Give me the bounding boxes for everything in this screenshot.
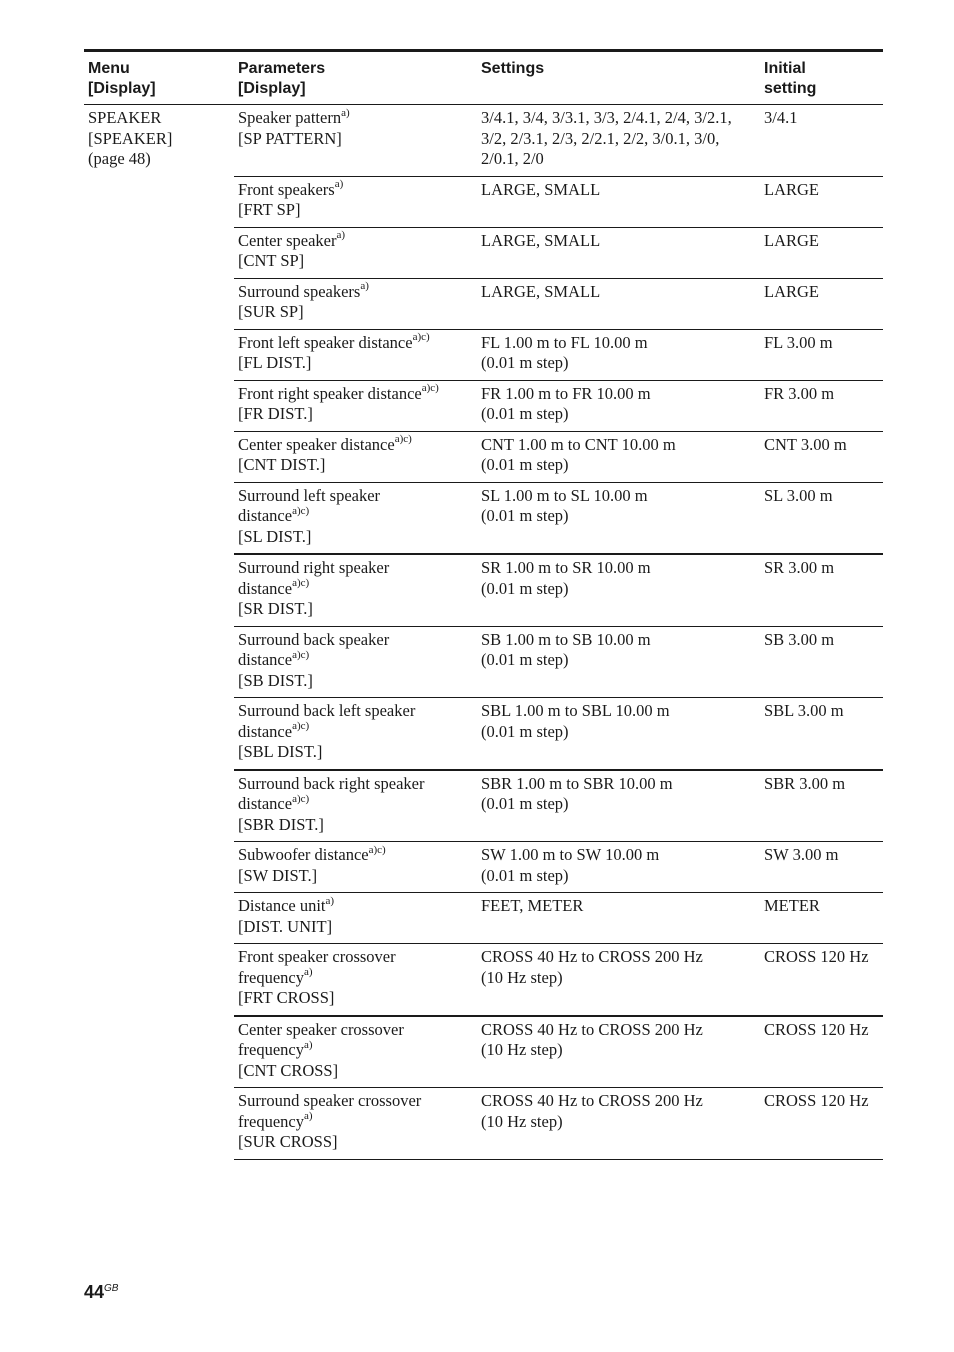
text-line: (0.01 m step) <box>481 794 569 813</box>
parameter-name-text: Front speaker crossover <box>238 947 396 966</box>
parameter-name <box>238 722 473 743</box>
parameter-cell <box>234 482 477 554</box>
text-line: (page 48) <box>88 149 151 168</box>
parameter-name-text: Distance unit <box>238 896 326 915</box>
settings-cell <box>477 431 760 482</box>
initial-setting-cell: METER <box>760 893 883 944</box>
parameter-name <box>238 774 473 795</box>
parameter-display: [FR DIST.] <box>238 404 313 423</box>
parameter-name <box>238 794 473 815</box>
text-line: [Display] <box>88 80 156 97</box>
parameter-cell <box>234 770 477 842</box>
parameter-name-text: Subwoofer distance <box>238 845 369 864</box>
footnote-marker: a) <box>325 894 335 907</box>
table-row <box>84 105 883 177</box>
settings-cell <box>477 944 760 1016</box>
parameter-name <box>238 333 473 354</box>
parameter-cell <box>234 626 477 698</box>
parameter-cell <box>234 1016 477 1088</box>
page-number-value: 44 <box>84 1282 105 1302</box>
parameter-display: [SL DIST.] <box>238 526 312 546</box>
text-line: (0.01 m step) <box>481 506 569 525</box>
settings-cell <box>477 176 760 227</box>
header-menu <box>84 51 234 105</box>
initial-setting-cell: SW 3.00 m <box>760 842 883 893</box>
footnote-marker: a) <box>334 178 344 190</box>
parameter-display: [SR DIST.] <box>238 599 313 618</box>
parameter-display: [SUR CROSS] <box>238 1132 338 1151</box>
initial-setting-cell: SL 3.00 m <box>760 482 883 554</box>
text-line: FEET, METER <box>481 896 584 915</box>
page-number-suffix: GB <box>104 1283 119 1294</box>
footnote-marker: a)c) <box>412 331 430 343</box>
parameter-name <box>238 845 473 866</box>
parameter-name-text: distance <box>238 650 293 669</box>
footnote-marker: a)c) <box>394 433 412 445</box>
parameter-display: [SB DIST.] <box>238 670 313 690</box>
parameter-name <box>238 1020 473 1041</box>
parameter-name <box>238 384 473 405</box>
parameter-cell <box>234 380 477 431</box>
parameter-cell <box>234 554 477 626</box>
footnote-marker: a) <box>336 229 346 241</box>
text-line: 2/0.1, 2/0 <box>481 149 544 168</box>
parameter-display: [SBL DIST.] <box>238 742 323 761</box>
parameter-name-text: Center speaker distance <box>238 434 395 454</box>
text-line: CROSS 40 Hz to CROSS 200 Hz <box>481 1091 703 1110</box>
text-line: (10 Hz step) <box>481 1040 563 1059</box>
footnote-marker: a) <box>360 280 369 292</box>
parameter-name <box>238 558 473 579</box>
initial-setting-cell: SB 3.00 m <box>760 626 883 698</box>
page-number <box>84 1282 118 1303</box>
text-line: CROSS 40 Hz to CROSS 200 Hz <box>481 947 703 966</box>
parameter-cell <box>234 176 477 227</box>
parameter-name-text: Surround speaker crossover <box>238 1091 422 1110</box>
initial-setting-cell: CROSS 120 Hz <box>760 944 883 1016</box>
initial-setting-cell: SBR 3.00 m <box>760 770 883 842</box>
settings-cell <box>477 482 760 554</box>
text-line: Menu <box>88 60 130 77</box>
text-line: FL 1.00 m to FL 10.00 m <box>481 332 648 352</box>
parameter-display: [CNT DIST.] <box>238 455 326 474</box>
parameter-name <box>238 108 473 129</box>
settings-cell <box>477 329 760 380</box>
parameter-name-text: distance <box>238 794 293 813</box>
parameter-cell <box>234 431 477 482</box>
initial-setting-cell: 3/4.1 <box>760 105 883 177</box>
parameter-display: [SBR DIST.] <box>238 814 324 834</box>
settings-cell <box>477 554 760 626</box>
header-initial-setting <box>760 51 883 105</box>
initial-setting-cell: SBL 3.00 m <box>760 698 883 770</box>
parameter-name-text: Surround speakers <box>238 281 361 301</box>
header-settings <box>477 51 760 105</box>
parameter-cell <box>234 893 477 944</box>
settings-cell <box>477 1016 760 1088</box>
text-line: (0.01 m step) <box>481 865 569 885</box>
parameter-name <box>238 1040 473 1061</box>
parameter-name-text: distance <box>238 506 293 525</box>
parameter-cell <box>234 944 477 1016</box>
initial-setting-cell: LARGE <box>760 176 883 227</box>
footnote-marker: a)c) <box>368 843 386 856</box>
parameter-name-text: Front right speaker distance <box>238 383 422 403</box>
parameter-display: [DIST. UNIT] <box>238 916 333 936</box>
initial-setting-cell: CROSS 120 Hz <box>760 1016 883 1088</box>
parameter-display: [CNT SP] <box>238 251 305 270</box>
initial-setting-cell: FL 3.00 m <box>760 329 883 380</box>
footnote-marker: a)c) <box>292 720 310 732</box>
footnote-marker: a)c) <box>292 792 310 805</box>
settings-cell <box>477 105 760 177</box>
text-line: (0.01 m step) <box>481 578 569 598</box>
parameter-name <box>238 896 473 917</box>
text-line: (10 Hz step) <box>481 1111 563 1131</box>
parameter-name <box>238 1112 473 1133</box>
menu-cell <box>84 105 234 1160</box>
parameter-name <box>238 947 473 968</box>
parameter-name-text: distance <box>238 578 293 598</box>
text-line: LARGE, SMALL <box>481 230 601 250</box>
parameter-name <box>238 435 473 456</box>
parameter-name <box>238 701 473 722</box>
settings-cell <box>477 278 760 329</box>
initial-setting-cell: FR 3.00 m <box>760 380 883 431</box>
parameter-name-text: Surround back speaker <box>238 629 390 649</box>
parameter-name-text: Surround back left speaker <box>238 701 416 720</box>
parameter-name <box>238 579 473 600</box>
parameter-display: [CNT CROSS] <box>238 1060 339 1080</box>
text-line: (0.01 m step) <box>481 721 569 741</box>
text-line: (10 Hz step) <box>481 967 563 987</box>
parameter-name <box>238 180 473 201</box>
text-line: LARGE, SMALL <box>481 281 601 301</box>
parameter-name <box>238 486 473 507</box>
text-line: (0.01 m step) <box>481 353 569 372</box>
parameter-display: [SW DIST.] <box>238 865 318 885</box>
text-line: SBL 1.00 m to SBL 10.00 m <box>481 701 670 720</box>
parameter-name-text: distance <box>238 721 293 741</box>
text-line: Settings <box>481 60 545 77</box>
text-line: SW 1.00 m to SW 10.00 m <box>481 845 660 864</box>
parameter-name-text: Center speaker crossover <box>238 1019 404 1039</box>
parameter-display: [FRT SP] <box>238 200 301 219</box>
parameter-display: [FRT CROSS] <box>238 988 335 1007</box>
settings-cell <box>477 698 760 770</box>
parameter-name-text: frequency <box>238 967 304 987</box>
text-line: SBR 1.00 m to SBR 10.00 m <box>481 773 673 793</box>
footnote-marker: a)c) <box>292 577 310 589</box>
initial-setting-cell: LARGE <box>760 278 883 329</box>
table-header-row <box>84 51 883 105</box>
text-line: (0.01 m step) <box>481 404 569 423</box>
parameter-name-text: Front left speaker distance <box>238 332 413 352</box>
text-line: 3/2, 2/3.1, 2/3, 2/2.1, 2/2, 3/0.1, 3/0, <box>481 128 720 148</box>
settings-cell <box>477 380 760 431</box>
parameter-name <box>238 1091 473 1112</box>
parameter-cell <box>234 227 477 278</box>
initial-setting-cell: CNT 3.00 m <box>760 431 883 482</box>
parameter-name-text: frequency <box>238 1111 304 1131</box>
parameter-display: [SP PATTERN] <box>238 128 342 148</box>
parameter-name-text: Surround right speaker <box>238 558 390 577</box>
parameter-name <box>238 650 473 671</box>
text-line: (0.01 m step) <box>481 650 569 669</box>
parameter-name <box>238 506 473 527</box>
text-line: (0.01 m step) <box>481 455 569 474</box>
parameter-display: [FL DIST.] <box>238 353 312 372</box>
settings-cell <box>477 770 760 842</box>
settings-cell <box>477 893 760 944</box>
settings-cell <box>477 227 760 278</box>
parameter-name <box>238 630 473 651</box>
parameter-name-text: Center speaker <box>238 230 337 250</box>
parameter-display: [SUR SP] <box>238 302 304 321</box>
parameter-cell <box>234 105 477 177</box>
footnote-marker: a)c) <box>421 382 439 394</box>
footnote-marker: a)c) <box>292 648 310 661</box>
parameter-name <box>238 282 473 303</box>
settings-cell <box>477 626 760 698</box>
text-line: CNT 1.00 m to CNT 10.00 m <box>481 434 676 454</box>
footnote-marker: a) <box>303 1110 313 1122</box>
parameter-name-text: Front speakers <box>238 179 335 199</box>
initial-setting-cell: SR 3.00 m <box>760 554 883 626</box>
text-line: setting <box>764 80 817 97</box>
text-line: Parameters <box>238 60 326 77</box>
initial-setting-cell: LARGE <box>760 227 883 278</box>
parameter-name-text: frequency <box>238 1040 304 1059</box>
footnote-marker: a) <box>303 966 313 978</box>
text-line: 3/4.1, 3/4, 3/3.1, 3/3, 2/4.1, 2/4, 3/2.1, <box>481 108 732 127</box>
text-line: Initial <box>764 60 806 77</box>
settings-cell <box>477 842 760 893</box>
header-parameters <box>234 51 477 105</box>
parameter-cell <box>234 329 477 380</box>
text-line: SL 1.00 m to SL 10.00 m <box>481 485 648 505</box>
parameter-cell <box>234 1088 477 1160</box>
footnote-marker: a) <box>303 1038 313 1051</box>
text-line: SB 1.00 m to SB 10.00 m <box>481 629 651 649</box>
parameter-cell <box>234 842 477 893</box>
parameter-name-text: Surround left speaker <box>238 485 381 505</box>
parameter-name-text: Surround back right speaker <box>238 773 425 793</box>
parameter-name-text: Speaker pattern <box>238 108 342 127</box>
parameter-cell <box>234 278 477 329</box>
text-line: [Display] <box>238 80 306 97</box>
initial-setting-cell: CROSS 120 Hz <box>760 1088 883 1160</box>
footnote-marker: a)c) <box>292 504 310 517</box>
footnote-marker: a) <box>341 106 350 119</box>
settings-table <box>84 49 883 1160</box>
text-line: FR 1.00 m to FR 10.00 m <box>481 383 651 403</box>
text-line: [SPEAKER] <box>88 128 173 148</box>
parameter-name <box>238 231 473 252</box>
text-line: LARGE, SMALL <box>481 179 601 199</box>
settings-cell <box>477 1088 760 1160</box>
text-line: CROSS 40 Hz to CROSS 200 Hz <box>481 1019 703 1039</box>
text-line: SPEAKER <box>88 108 162 127</box>
parameter-name <box>238 968 473 989</box>
text-line: SR 1.00 m to SR 10.00 m <box>481 558 651 577</box>
parameter-cell <box>234 698 477 770</box>
